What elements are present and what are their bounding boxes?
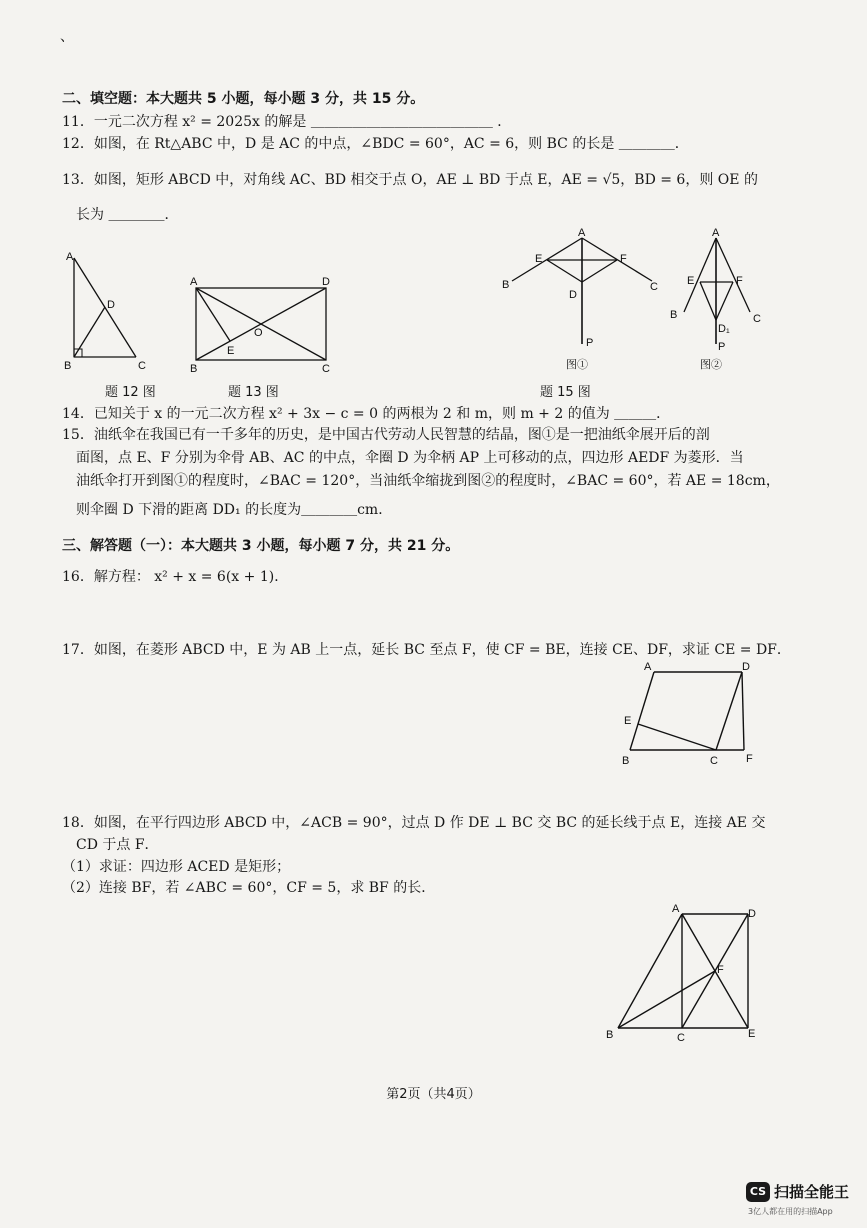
fig12-label-a: A <box>66 251 74 263</box>
question-17: 17．如图，在菱形 ABCD 中，E 为 AB 上一点，延长 BC 至点 F，使 CF = BE，连接 CE、DF，求证 CE = DF． <box>62 642 791 658</box>
fig13-label-c: C <box>322 363 330 375</box>
fig15-2-label: 图② <box>700 359 722 371</box>
fig15-2-label-e: E <box>687 275 695 287</box>
figure-18 <box>600 900 770 1050</box>
fig17-label-b: B <box>622 755 630 767</box>
fig18-label-c: C <box>677 1032 685 1044</box>
fig18-label-f: F <box>717 964 724 976</box>
question-18-line1: 18．如图，在平行四边形 ABCD 中，∠ACB = 90°，过点 D 作 DE ⊥ BC 交 BC 的延长线于点 E，连接 AE 交 <box>62 815 766 831</box>
fig15-2-label-b: B <box>670 309 678 321</box>
fig15-1-label: 图① <box>566 359 588 371</box>
fig15-2-label-p: P <box>718 341 726 353</box>
figure-13-caption: 题 13 图 <box>228 385 279 400</box>
fig13-label-o: O <box>254 327 263 339</box>
question-11: 11．一元二次方程 x² = 2025x 的解是 ＿＿＿＿＿＿＿＿＿＿＿＿＿ ． <box>62 114 512 130</box>
question-18-part2: （2）连接 BF，若 ∠ABC = 60°，CF = 5，求 BF 的长． <box>62 880 436 896</box>
fig15-1-label-c: C <box>650 281 658 293</box>
figure-15-1 <box>498 226 668 376</box>
fig15-1-label-d: D <box>569 289 577 301</box>
question-15-line3: 油纸伞打开到图①的程度时，∠BAC = 120°，当油纸伞缩拢到图②的程度时，∠BAC = 60°，若 AE = 18cm， <box>76 473 780 489</box>
figure-15-caption: 题 15 图 <box>540 385 591 400</box>
corner-mark: 、 <box>60 29 74 45</box>
fig13-label-d: D <box>322 276 330 288</box>
question-13-line1: 13．如图，矩形 ABCD 中，对角线 AC、BD 相交于点 O，AE ⊥ BD 于点 E，AE = √5，BD = 6，则 OE 的 <box>62 172 758 188</box>
section-3-heading: 三、解答题（一）：本大题共 3 小题，每小题 7 分，共 21 分。 <box>62 538 460 554</box>
fig15-1-label-a: A <box>578 227 586 239</box>
fig15-1-label-b: B <box>502 279 510 291</box>
fig12-label-d: D <box>107 299 115 311</box>
fig12-label-b: B <box>64 360 72 372</box>
question-13-line2: 长为 ＿＿＿＿． <box>76 207 179 223</box>
figure-12-caption: 题 12 图 <box>105 385 156 400</box>
question-15-line2: 面图，点 E、F 分别为伞骨 AB、AC 的中点，伞圈 D 为伞柄 AP 上可移动的点，四边形 AEDF 为菱形．当 <box>76 450 744 466</box>
fig17-label-a: A <box>644 661 652 673</box>
figure-17 <box>618 658 768 768</box>
scanner-app-name: 扫描全能王 <box>774 1183 850 1201</box>
fig17-label-f: F <box>746 753 753 765</box>
figure-12 <box>62 248 152 373</box>
fig17-label-e: E <box>624 715 632 727</box>
scanner-logo-icon: CS <box>746 1182 770 1202</box>
question-15-line1: 15．油纸伞在我国已有一千多年的历史，是中国古代劳动人民智慧的结晶，图①是一把油纸伞展开后的剖 <box>62 427 710 443</box>
fig17-label-c: C <box>710 755 718 767</box>
fig18-label-b: B <box>606 1029 614 1041</box>
fig18-label-d: D <box>748 908 756 920</box>
fig15-2-label-a: A <box>712 227 720 239</box>
scanner-watermark <box>746 1180 861 1224</box>
question-16: 16．解方程： x² + x = 6(x + 1)． <box>62 569 289 585</box>
fig15-1-label-p: P <box>586 337 594 349</box>
question-12: 12．如图，在 Rt△ABC 中，D 是 AC 的中点，∠BDC = 60°，AC = 6，则 BC 的长是 ＿＿＿＿． <box>62 136 689 152</box>
fig15-1-label-f: F <box>620 253 627 265</box>
fig15-1-label-e: E <box>535 253 543 265</box>
page-footer: 第2页（共4页） <box>386 1087 481 1102</box>
fig15-2-label-c: C <box>753 313 761 325</box>
question-18-part1: （1）求证：四边形 ACED 是矩形； <box>62 859 291 875</box>
question-15-line4: 则伞圈 D 下滑的距离 DD₁ 的长度为＿＿＿＿cm． <box>76 502 393 518</box>
fig15-2-label-f: F <box>736 275 743 287</box>
question-14: 14．已知关于 x 的一元二次方程 x² + 3x − c = 0 的两根为 2 和 m，则 m + 2 的值为 ＿＿＿． <box>62 406 671 422</box>
fig18-label-a: A <box>672 903 680 915</box>
fig12-label-c: C <box>138 360 146 372</box>
fig17-label-d: D <box>742 661 750 673</box>
section-2-heading: 二、填空题：本大题共 5 小题，每小题 3 分，共 15 分。 <box>62 91 425 107</box>
fig13-label-a: A <box>190 276 198 288</box>
figure-15-2 <box>668 226 768 376</box>
fig13-label-b: B <box>190 363 198 375</box>
question-18-line2: CD 于点 F． <box>76 837 159 853</box>
figure-13 <box>188 272 338 377</box>
fig13-label-e: E <box>227 345 235 357</box>
scanner-app-tagline: 3亿人都在用的扫描App <box>748 1207 833 1216</box>
fig15-2-label-d1: D₁ <box>718 323 730 335</box>
fig18-label-e: E <box>748 1028 756 1040</box>
